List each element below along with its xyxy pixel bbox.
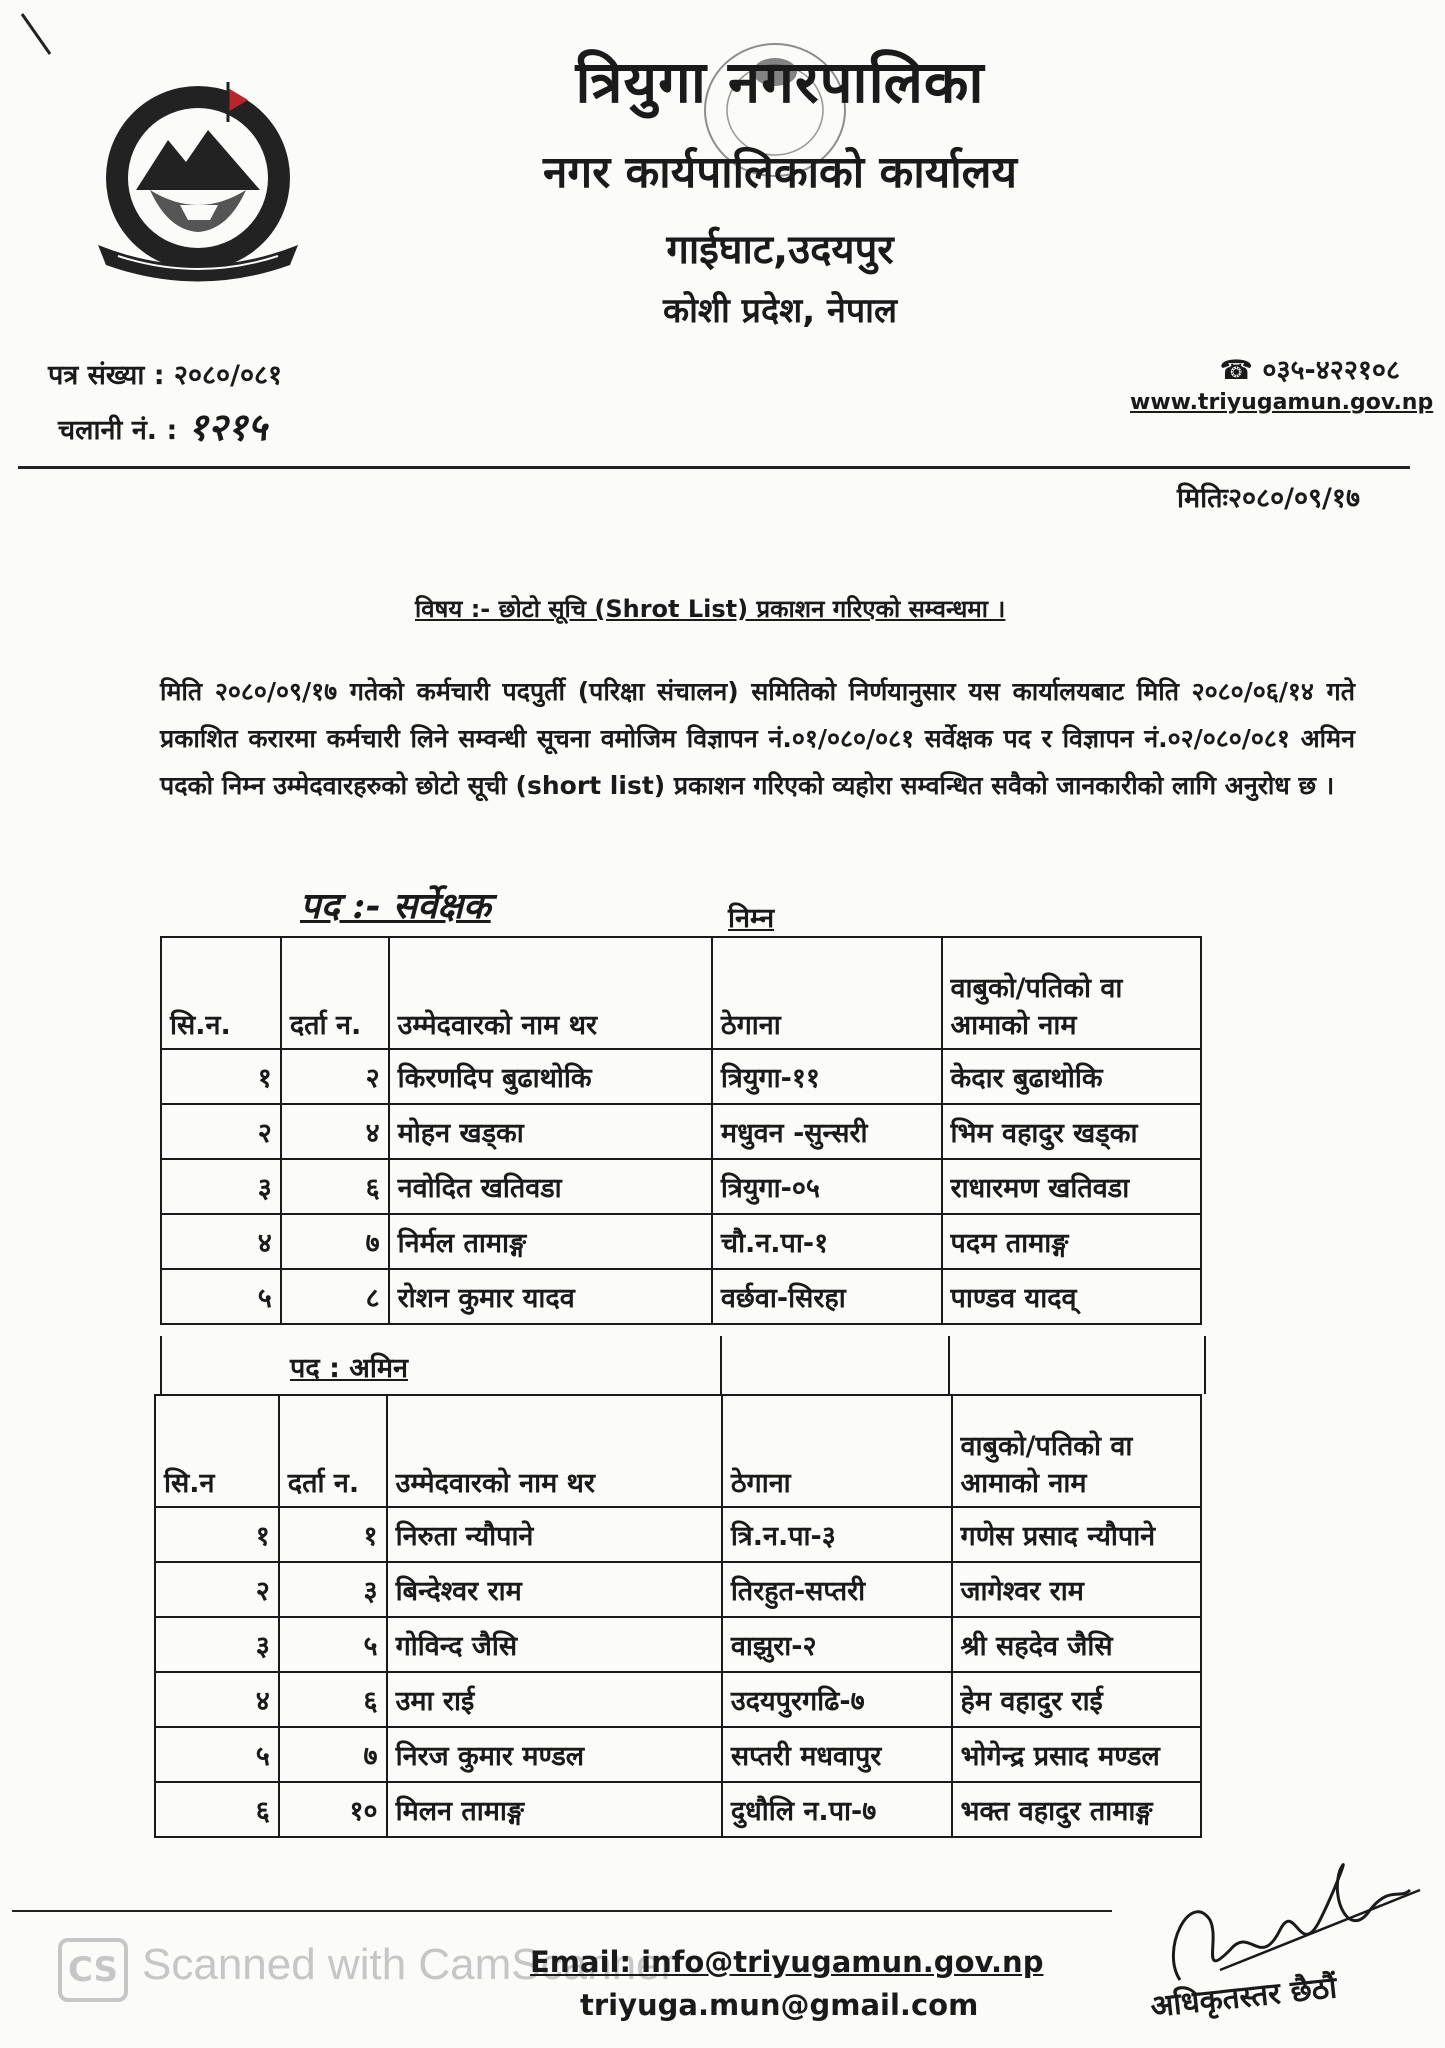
signatory-title: अधिकृतस्तर छैठौं (1148, 1970, 1339, 2025)
surveyor-header-cell: उम्मेदवारको नाम थर (389, 937, 712, 1049)
office-province: कोशी प्रदेश, नेपाल (663, 291, 897, 331)
table-cell: उमा राई (387, 1672, 722, 1727)
amin-table (154, 1394, 1202, 1838)
table-row (161, 1214, 1201, 1269)
table-cell: ६ (281, 1159, 389, 1214)
letter-date: मितिः२०८०/०९/१७ (1176, 483, 1360, 514)
table-row (161, 1269, 1201, 1324)
table-cell: निर्मल तामाङ्ग (389, 1214, 712, 1269)
table-cell: त्रियुगा-०५ (712, 1159, 942, 1214)
table-cell: राधारमण खतिवडा (942, 1159, 1201, 1214)
table-cell: वर्छवा-सिरहा (712, 1269, 942, 1324)
table-cell: चौ.न.पा-१ (712, 1214, 942, 1269)
table-cell: ७ (281, 1214, 389, 1269)
table-cell: मधुवन -सुन्सरी (712, 1104, 942, 1159)
table-cell: ३ (155, 1617, 279, 1672)
table-row (161, 1159, 1201, 1214)
surveyor-header-row (161, 937, 1201, 1049)
table-row (155, 1617, 1201, 1672)
table-cell: ३ (279, 1562, 387, 1617)
table-cell: निरुता न्यौपाने (387, 1507, 722, 1562)
table-cell: गोविन्द जैसि (387, 1617, 722, 1672)
footer-divider (12, 1910, 1112, 1912)
table-cell: भक्त वहादुर तामाङ्ग (952, 1782, 1201, 1837)
post2-label-row (160, 1336, 1206, 1394)
amin-header-cell: दर्ता न. (279, 1395, 387, 1507)
table-cell: सप्तरी मधवापुर (722, 1727, 952, 1782)
table-cell: २ (281, 1049, 389, 1104)
table-row (155, 1507, 1201, 1562)
table-cell: ३ (161, 1159, 281, 1214)
table-cell: ४ (155, 1672, 279, 1727)
corner-mark-icon (18, 10, 58, 60)
table-cell: पाण्डव यादव् (942, 1269, 1201, 1324)
table-cell: निरज कुमार मण्डल (387, 1727, 722, 1782)
table-cell: हेम वहादुर राई (952, 1672, 1201, 1727)
amin-header-cell: उम्मेदवारको नाम थर (387, 1395, 722, 1507)
table-cell: नवोदित खतिवडा (389, 1159, 712, 1214)
table-row (161, 1104, 1201, 1159)
table-cell: भिम वहादुर खड्का (942, 1104, 1201, 1159)
post2-label: पद : अमिन (290, 1353, 409, 1384)
table-cell: १ (161, 1049, 281, 1104)
amin-header-cell: सि.न (155, 1395, 279, 1507)
table-cell: श्री सहदेव जैसि (952, 1617, 1201, 1672)
table-cell: ४ (281, 1104, 389, 1159)
table-cell: ६ (279, 1672, 387, 1727)
table-cell: १० (279, 1782, 387, 1837)
table-cell: ५ (279, 1617, 387, 1672)
table-row (155, 1562, 1201, 1617)
table-cell: गणेस प्रसाद न्यौपाने (952, 1507, 1201, 1562)
dispatch-label: चलानी नं. : (58, 415, 178, 446)
header-divider (18, 466, 1410, 469)
scanner-watermark: Scanned with CamScanner (142, 1940, 676, 1989)
table-cell: ५ (155, 1727, 279, 1782)
table-cell: १ (155, 1507, 279, 1562)
table-cell: भोगेन्द्र प्रसाद मण्डल (952, 1727, 1201, 1782)
table-cell: दुधौलि न.पा-७ (722, 1782, 952, 1837)
table-cell: ५ (161, 1269, 281, 1324)
table-row (155, 1672, 1201, 1727)
table-row (161, 1049, 1201, 1104)
letter-number: पत्र संख्या : २०८०/०८१ (48, 360, 283, 391)
surveyor-header-cell: वाबुको/पतिको वा आमाको नाम (942, 937, 1201, 1049)
table-row (155, 1727, 1201, 1782)
amin-header-cell: ठेगाना (722, 1395, 952, 1507)
surveyor-header-cell: सि.न. (161, 937, 281, 1049)
footer-email-2[interactable]: triyuga.mun@gmail.com (580, 1988, 979, 2022)
amin-header-row (155, 1395, 1201, 1507)
scanner-badge: CS (58, 1938, 128, 2002)
table-cell: तिरहुत-सप्तरी (722, 1562, 952, 1617)
office-location: गाईघाट,उदयपुर (666, 227, 894, 273)
table-cell: त्रि.न.पा-३ (722, 1507, 952, 1562)
table-cell: उदयपुरगढि-७ (722, 1672, 952, 1727)
office-name: त्रियुगा नगरपालिका (575, 48, 985, 116)
website-link[interactable]: www.triyugamun.gov.np (1130, 390, 1434, 415)
nepal-emblem-icon (78, 70, 318, 295)
surveyor-header-cell: दर्ता न. (281, 937, 389, 1049)
table-cell: ४ (161, 1214, 281, 1269)
table-cell: जागेश्वर राम (952, 1562, 1201, 1617)
table-cell: ७ (279, 1727, 387, 1782)
office-sub: नगर कार्यपालिकाको कार्यालय (543, 147, 1017, 198)
table-cell: मिलन तामाङ्ग (387, 1782, 722, 1837)
post1-label: पद :- सर्वेक्षक (300, 885, 491, 927)
table-cell: २ (155, 1562, 279, 1617)
surveyor-header-cell: ठेगाना (712, 937, 942, 1049)
surveyor-table (160, 936, 1202, 1325)
table-cell: किरणदिप बुढाथोकि (389, 1049, 712, 1104)
table-cell: रोशन कुमार यादव (389, 1269, 712, 1324)
subject-line: विषय :- छोटो सूचि (Shrot List) प्रकाशन गरिएको सम्वन्धमा । (415, 595, 1006, 623)
table-cell: ६ (155, 1782, 279, 1837)
table-cell: ८ (281, 1269, 389, 1324)
body-paragraph: मिति २०८०/०९/१७ गतेको कर्मचारी पदपुर्ती (परिक्षा संचालन) समितिको निर्णयानुसार यस कार्यालयबाट मिति २०८०/०६/१४ गते प्रकाशित करारमा कर्मचारी लिने सम्वन्धी सूचना वमोजिम विज्ञापन नं.०१/०८०/०८१ सर्वेक्षक पद र विज्ञापन नं.०२/०८०/०८१ अमिन पदको निम्न उम्मेदवारहरुको छोटो सूची (short list) प्रकाशन गरिएको व्यहोरा सम्वन्धित सवैको जानकारीको लागि अनुरोध छ । (160, 677, 1355, 800)
table-row (155, 1782, 1201, 1837)
dispatch-number: १२१५ (188, 404, 268, 449)
table-cell: २ (161, 1104, 281, 1159)
table-cell: वाझुरा-२ (722, 1617, 952, 1672)
table-cell: पदम तामाङ्ग (942, 1214, 1201, 1269)
table-cell: मोहन खड्का (389, 1104, 712, 1159)
table-cell: केदार बुढाथोकि (942, 1049, 1201, 1104)
amin-header-cell: वाबुको/पतिको वा आमाको नाम (952, 1395, 1201, 1507)
post1-caption: निम्न (728, 903, 775, 934)
table-cell: १ (279, 1507, 387, 1562)
phone-number: ☎ ०३५-४२२१०८ (1219, 355, 1400, 386)
table-cell: बिन्देश्वर राम (387, 1562, 722, 1617)
table-cell: त्रियुगा-११ (712, 1049, 942, 1104)
footer-email-1[interactable]: Email: info@triyugamun.gov.np (530, 1945, 1044, 1979)
